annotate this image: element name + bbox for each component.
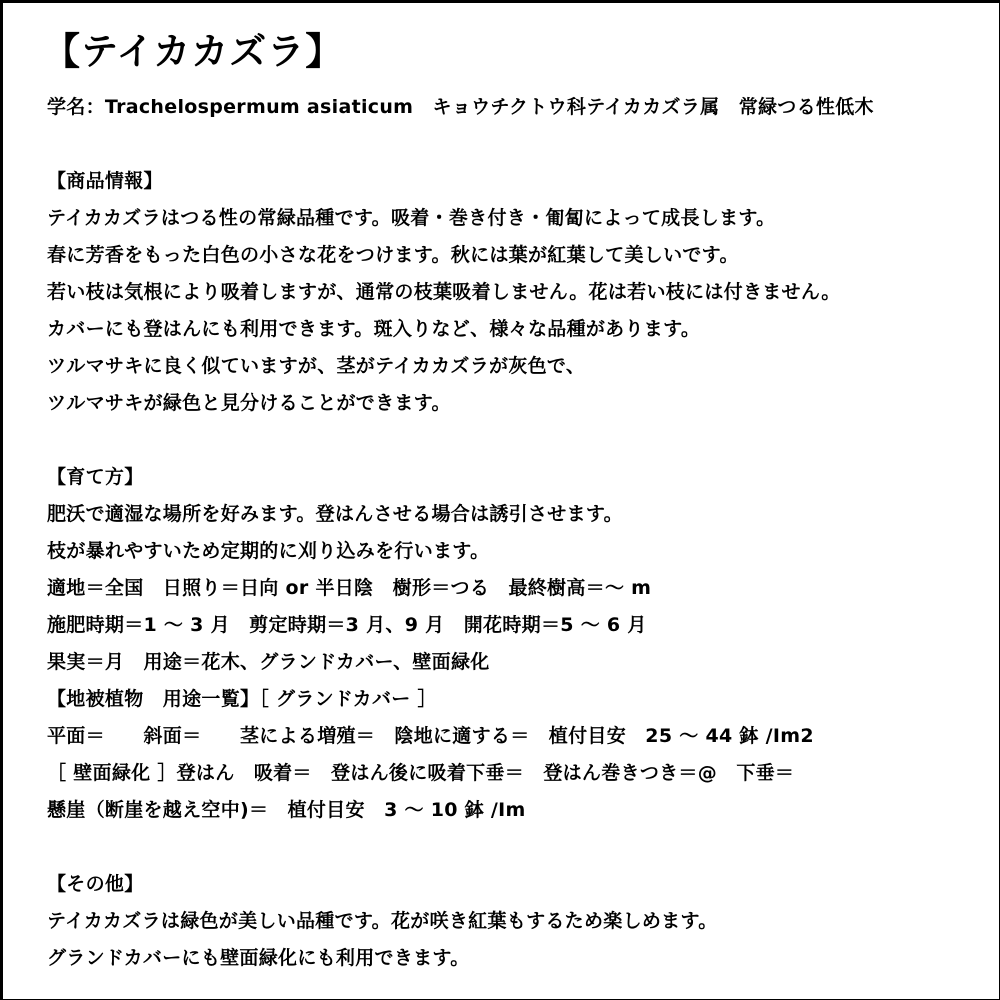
other-line: テイカカズラは緑色が美しい品種です。花が咲き紅葉もするため楽しめます。 (47, 910, 718, 932)
product-info-line: 若い枝は気根により吸着しますが、通常の枝葉吸着しません。花は若い枝には付きません。 (47, 281, 841, 303)
growing-line: 枝が暴れやすいため定期的に刈り込みを行います。 (47, 540, 490, 562)
product-info-line: ツルマサキに良く似ていますが、茎がテイカカズラが灰色で、 (47, 355, 586, 377)
page-title: 【テイカカズラ】 (43, 30, 344, 73)
product-info-line: 春に芳香をもった白色の小さな花をつけます。秋には葉が紅葉して美しいです。 (47, 244, 739, 266)
product-info-heading: 【商品情報】 (47, 170, 163, 192)
other-line: グランドカバーにも壁面緑化にも利用できます。 (47, 947, 470, 969)
product-info-line: テイカカズラはつる性の常緑品種です。吸着・巻き付き・匍匐によって成長します。 (47, 207, 776, 229)
other-heading: 【その他】 (47, 873, 144, 895)
growing-line: 施肥時期＝1 ～ 3 月 剪定時期＝3 月、9 月 開花時期＝5 ～ 6 月 (47, 614, 647, 636)
growing-heading: 【育て方】 (47, 466, 144, 488)
ground-cover-line: 平面＝ 斜面＝ 茎による増殖＝ 陰地に適する＝ 植付目安 25 ～ 44 鉢 /Im2 (47, 725, 814, 747)
growing-line: 果実＝月 用途＝花木、グランドカバー、壁面緑化 (47, 651, 490, 673)
product-info-line: カバーにも登はんにも利用できます。斑入りなど、様々な品種があります。 (47, 318, 701, 340)
growing-line: 肥沃で適湿な場所を好みます。登はんさせる場合は誘引させます。 (47, 503, 623, 525)
ground-cover-line: 懸崖（断崖を越え空中)＝ 植付目安 3 ～ 10 鉢 /Im (47, 799, 526, 821)
growing-line: 適地＝全国 日照り＝日向 or 半日陰 樹形＝つる 最終樹高＝～ m (47, 577, 652, 599)
ground-cover-heading: 【地被植物 用途一覧】［ グランドカバー ］ (47, 688, 437, 710)
product-info-line: ツルマサキが緑色と見分けることができます。 (47, 392, 451, 414)
scientific-name-line: 学名：Trachelospermum asiaticum キョウチクトウ科テイカカズラ属 常緑つる性低木 (47, 96, 874, 118)
ground-cover-line: ［ 壁面緑化 ］登はん 吸着＝ 登はん後に吸着下垂＝ 登はん巻きつき＝@ 下垂＝ (47, 762, 795, 784)
